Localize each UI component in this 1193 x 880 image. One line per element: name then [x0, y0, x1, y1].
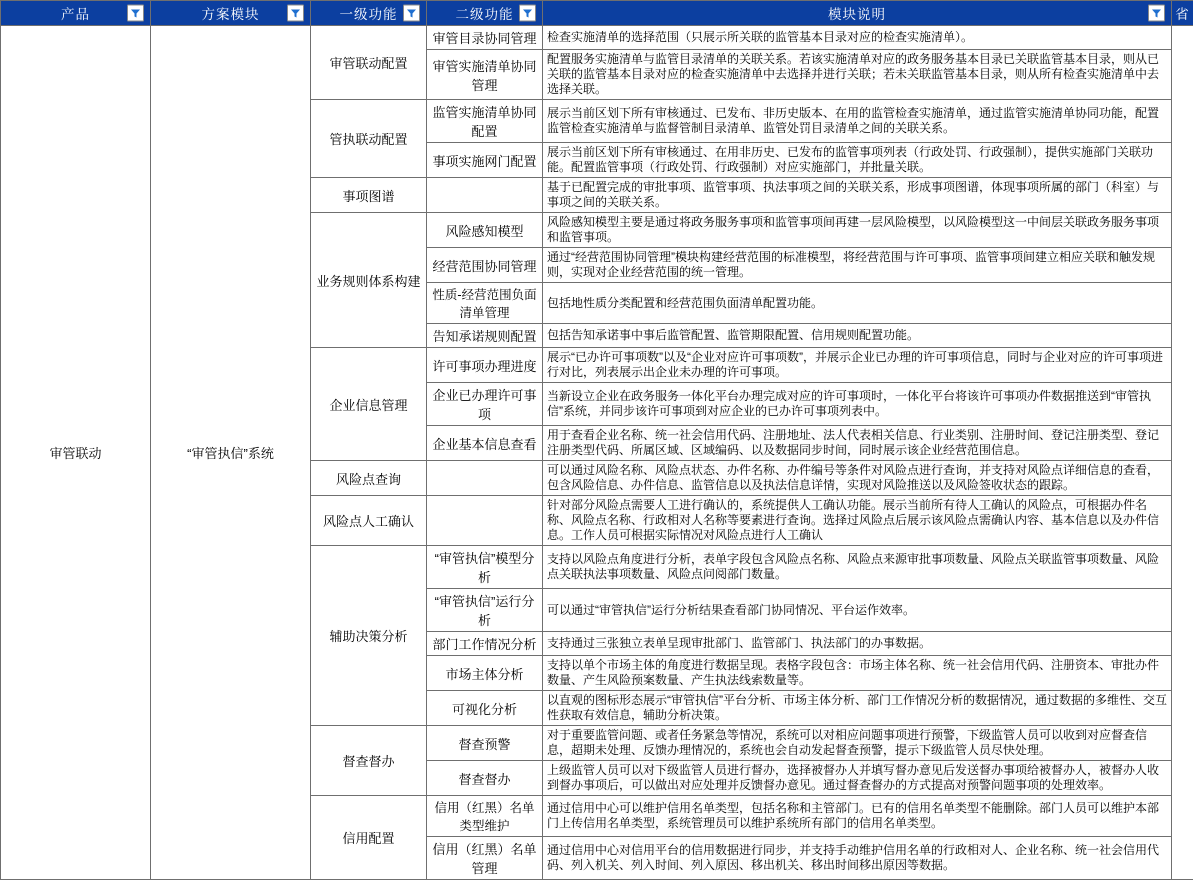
- cell-function-level2: 审管实施清单协同管理: [427, 50, 543, 100]
- cell-description: 配置服务实施清单与监管目录清单的关联关系。若该实施清单对应的政务服务基本目录已关联监管基本目录，则从已关联的监管基本目录对应的检查实施清单中去选择并进行关联；若未关联监管基本目录，则从所有检查实施清单中去选择关联。: [543, 50, 1172, 100]
- cell-function-level1: 管执联动配置: [311, 100, 427, 178]
- cell-description: 包括地性质分类配置和经营范围负面清单配置功能。: [543, 283, 1172, 324]
- cell-description: 用于查看企业名称、统一社会信用代码、注册地址、法人代表相关信息、行业类别、注册时间、登记注册类型、登记注册类型代码、所属区域、区域编码、以及数据同步时间，同时展示该企业经营范围信息。: [543, 426, 1172, 461]
- cell-function-level1: 风险点人工确认: [311, 496, 427, 546]
- cell-description: 通过“经营范围协同管理”模块构建经营范围的标准模型，将经营范围与许可事项、监管事项间建立相应关联和触发规则，实现对企业经营范围的统一管理。: [543, 248, 1172, 283]
- cell-description: 支持通过三张独立表单呈现审批部门、监管部门、执法部门的办事数据。: [543, 632, 1172, 656]
- header-row: [1, 1, 1193, 26]
- cell-function-level1: 审管联动配置: [311, 26, 427, 100]
- header-cell-product: [1, 1, 151, 26]
- filter-icon-function-level2[interactable]: [519, 5, 536, 22]
- cell-function-level2: 督查预警: [427, 726, 543, 761]
- cell-function-level1: 风险点查询: [311, 461, 427, 496]
- cell-description: 展示“已办许可事项数”以及“企业对应许可事项数”，并展示企业已办理的许可事项信息，同时与企业对应的许可事项进行对比，列表展示出企业未办理的许可事项。: [543, 348, 1172, 383]
- cell-module: “审管执信”系统: [151, 26, 311, 880]
- cell-function-level2: 信用（红黑）名单类型维护: [427, 796, 543, 837]
- table-header: [1, 1, 1193, 26]
- cell-function-level2: 事项实施网门配置: [427, 143, 543, 178]
- cell-function-level2: 信用（红黑）名单管理: [427, 837, 543, 880]
- header-cell-description: [543, 1, 1172, 26]
- cell-description: 包括告知承诺事中事后监管配置、监管期限配置、信用规则配置功能。: [543, 324, 1172, 348]
- cell-function-level2: [427, 178, 543, 213]
- filter-icon-description[interactable]: [1148, 5, 1165, 22]
- cell-function-level1: 事项图谱: [311, 178, 427, 213]
- cell-function-level1: 信用配置: [311, 796, 427, 880]
- cell-function-level1: 辅助决策分析: [311, 546, 427, 726]
- cell-function-level2: 性质-经营范围负面清单管理: [427, 283, 543, 324]
- cell-function-level2: 部门工作情况分析: [427, 632, 543, 656]
- cell-function-level2: 市场主体分析: [427, 656, 543, 691]
- cell-description: 当新设立企业在政务服务一体化平台办理完成对应的许可事项时，一体化平台将该许可事项办件数据推送到“审管执信”系统，并同步该许可事项到对应企业的已办许可事项列表中。: [543, 383, 1172, 426]
- header-label-province: 省: [1175, 3, 1190, 23]
- cell-function-level2: 告知承诺规则配置: [427, 324, 543, 348]
- cell-function-level2: 经营范围协同管理: [427, 248, 543, 283]
- cell-description: 通过信用中心可以维护信用名单类型，包括名称和主管部门。已有的信用名单类型不能删除。部门人员可以维护本部门上传信用名单类型，系统管理员可以维护系统所有部门的信用名单类型。: [543, 796, 1172, 837]
- cell-description: 对于重要监管问题、或者任务紧急等情况，系统可以对相应问题事项进行预警，下级监管人员可以收到对应督查信息，超期未处理、反馈办理情况的，系统也会自动发起督查预警，提示下级监管人员尽快处理。: [543, 726, 1172, 761]
- filter-icon-product[interactable]: [127, 5, 144, 22]
- cell-description: 展示当前区划下所有审核通过、在用非历史、已发布的监管事项列表（行政处罚、行政强制），提供实施部门关联功能。配置监管事项（行政处罚、行政强制）对应实施部门，并批量关联。: [543, 143, 1172, 178]
- header-label-description: 模块说明: [828, 3, 886, 23]
- cell-function-level2: [427, 496, 543, 546]
- header-cell-province: [1172, 1, 1193, 26]
- cell-function-level2: 企业已办理许可事项: [427, 383, 543, 426]
- cell-function-level1: 业务规则体系构建: [311, 213, 427, 348]
- cell-province: [1172, 26, 1193, 880]
- cell-description: 针对部分风险点需要人工进行确认的，系统提供人工确认功能。展示当前所有待人工确认的风险点，可根据办件名称、风险点名称、行政相对人名称等要素进行查询。选择过风险点后展示该风险点需确认内容、基本信息以及办件信息。工作人员可根据实际情况对风险点进行人工确认: [543, 496, 1172, 546]
- filter-icon-function-level1[interactable]: [403, 5, 420, 22]
- header-cell-function-level1: [311, 1, 427, 26]
- cell-function-level2: 监管实施清单协同配置: [427, 100, 543, 143]
- cell-description: 可以通过“审管执信”运行分析结果查看部门协同情况、平台运作效率。: [543, 589, 1172, 632]
- cell-description: 风险感知模型主要是通过将政务服务事项和监管事项间再建一层风险模型，以风险模型这一中间层关联政务服务事项和监管事项。: [543, 213, 1172, 248]
- cell-description: 上级监管人员可以对下级监管人员进行督办，选择被督办人并填写督办意见后发送督办事项给被督办人，被督办人收到督办事项后，可以做出对应处理并反馈督办意见。通过督查督办的方式提高对预警问题事项的处理效率。: [543, 761, 1172, 796]
- cell-function-level2: 可视化分析: [427, 691, 543, 726]
- cell-description: 通过信用中心对信用平台的信用数据进行同步，并支持手动维护信用名单的行政相对人、企业名称、统一社会信用代码、列入机关、列入时间、列入原因、移出机关、移出时间移出原因等数据。: [543, 837, 1172, 880]
- header-label-function-level1: 一级功能: [340, 3, 398, 23]
- cell-product: 审管联动: [1, 26, 151, 880]
- cell-description: 展示当前区划下所有审核通过、已发布、非历史版本、在用的监管检查实施清单，通过监管实施清单协同功能，配置监管检查实施清单与监督管制目录清单、监管处罚目录清单之间的关联关系。: [543, 100, 1172, 143]
- cell-description: 可以通过风险名称、风险点状态、办件名称、办件编号等条件对风险点进行查询，并支持对风险点详细信息的查看，包含风险信息、办件信息、监管信息以及执法信息详情，实现对风险推送以及风险签收状态的跟踪。: [543, 461, 1172, 496]
- cell-function-level2: [427, 461, 543, 496]
- table-row: [1, 26, 1193, 50]
- cell-description: 支持以单个市场主体的角度进行数据呈现。表格字段包含：市场主体名称、统一社会信用代码、注册资本、审批办件数量、产生风险预案数量、产生执法线索数量等。: [543, 656, 1172, 691]
- header-label-product: 产品: [61, 3, 90, 23]
- cell-description: 以直观的图标形态展示“审管执信”平台分析、市场主体分析、部门工作情况分析的数据情况，通过数据的多维性、交互性获取有效信息，辅助分析决策。: [543, 691, 1172, 726]
- filter-icon-module[interactable]: [287, 5, 304, 22]
- cell-description: 基于已配置完成的审批事项、监管事项、执法事项之间的关联关系，形成事项图谱，体现事项所属的部门（科室）与事项之间的关联关系。: [543, 178, 1172, 213]
- cell-function-level2: “审管执信”运行分析: [427, 589, 543, 632]
- header-label-module: 方案模块: [202, 3, 260, 23]
- cell-function-level2: “审管执信”模型分析: [427, 546, 543, 589]
- header-cell-module: [151, 1, 311, 26]
- cell-function-level1: 督查督办: [311, 726, 427, 796]
- cell-description: 支持以风险点角度进行分析，表单字段包含风险点名称、风险点来源审批事项数量、风险点关联监管事项数量、风险点关联执法事项数量、风险点问阅部门数量。: [543, 546, 1172, 589]
- cell-function-level2: 审管目录协同管理: [427, 26, 543, 50]
- header-cell-function-level2: [427, 1, 543, 26]
- cell-description: 检查实施清单的选择范围（只展示所关联的监管基本目录对应的检查实施清单）。: [543, 26, 1172, 50]
- cell-function-level1: 企业信息管理: [311, 348, 427, 461]
- table-body: [1, 26, 1193, 880]
- cell-function-level2: 督查督办: [427, 761, 543, 796]
- cell-function-level2: 风险感知模型: [427, 213, 543, 248]
- header-label-function-level2: 二级功能: [456, 3, 514, 23]
- cell-function-level2: 企业基本信息查看: [427, 426, 543, 461]
- cell-function-level2: 许可事项办理进度: [427, 348, 543, 383]
